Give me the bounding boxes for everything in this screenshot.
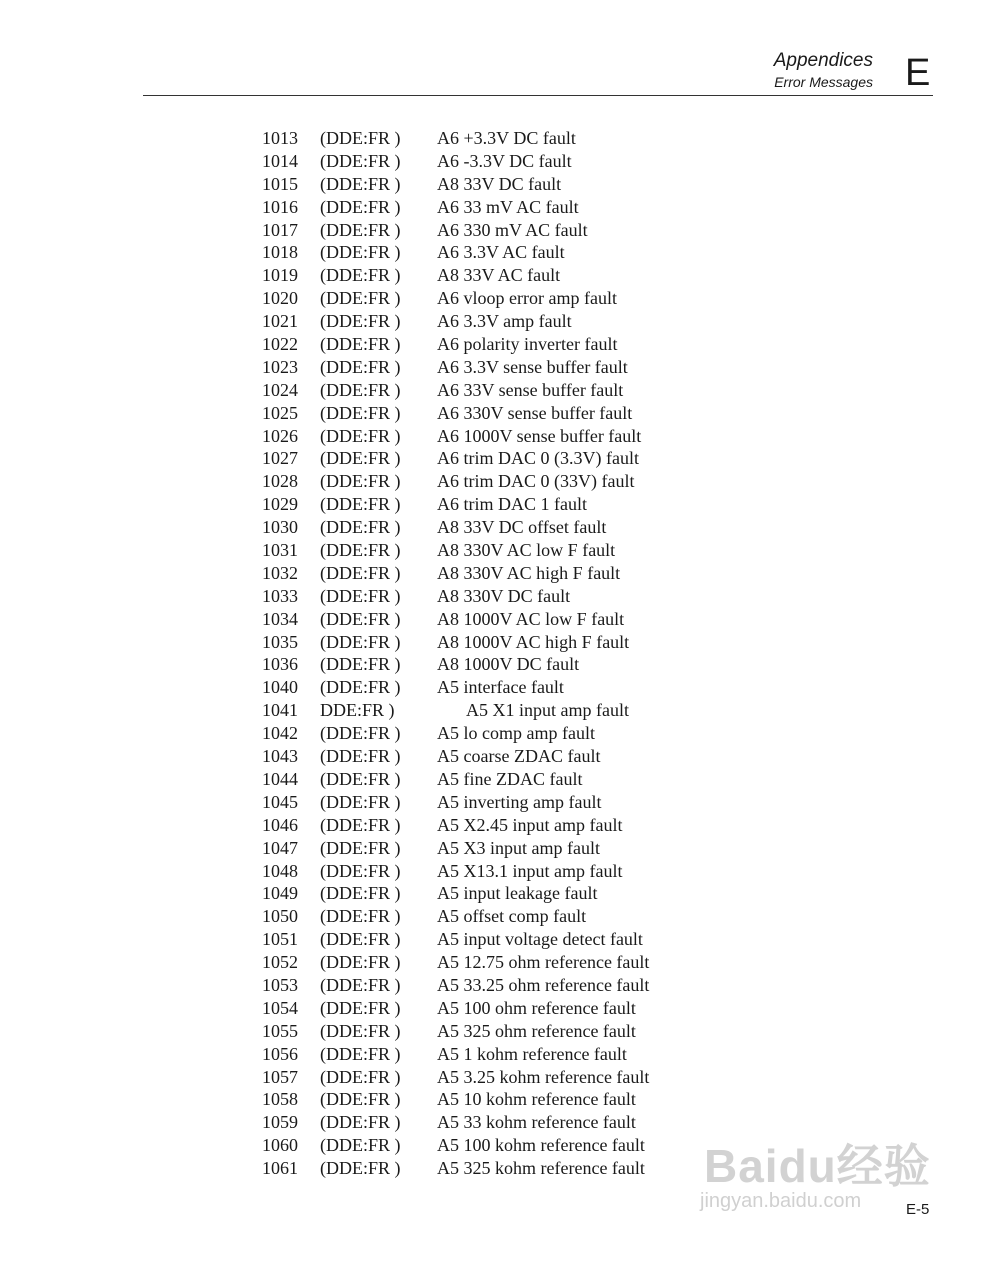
error-code: 1048 [262,860,298,881]
error-description: A6 3.3V amp fault [437,311,572,332]
error-code: 1040 [262,677,298,698]
error-type: (DDE:FR ) [320,814,401,835]
error-code: 1051 [262,929,298,950]
error-row [262,837,702,860]
error-row [262,150,702,173]
error-row [262,882,702,905]
error-message-list [262,127,702,1180]
error-row [262,219,702,242]
error-code: 1043 [262,746,298,767]
error-type: (DDE:FR ) [320,448,401,469]
error-description: A8 33V DC offset fault [437,517,607,538]
header-subtitle: Error Messages [774,74,873,90]
error-row [262,562,702,585]
error-code: 1059 [262,1112,298,1133]
error-type: (DDE:FR ) [320,860,401,881]
error-code: 1013 [262,128,298,148]
error-type: (DDE:FR ) [320,1020,401,1041]
error-row [262,127,702,150]
error-code: 1024 [262,379,298,400]
error-code: 1029 [262,494,298,515]
error-row [262,974,702,997]
error-type: (DDE:FR ) [320,379,401,400]
header-divider [143,95,933,96]
error-type: (DDE:FR ) [320,356,401,377]
error-row [262,791,702,814]
error-code: 1027 [262,448,298,469]
error-type: (DDE:FR ) [320,219,401,240]
error-type: (DDE:FR ) [320,929,401,950]
error-row [262,699,702,722]
error-code: 1017 [262,219,298,240]
error-row [262,425,702,448]
error-description: A5 lo comp amp fault [437,723,595,744]
error-code: 1021 [262,311,298,332]
error-type: (DDE:FR ) [320,974,401,995]
error-type: (DDE:FR ) [320,311,401,332]
error-code: 1057 [262,1066,298,1087]
error-code: 1060 [262,1135,298,1156]
error-code: 1045 [262,791,298,812]
error-type: (DDE:FR ) [320,540,401,561]
error-code: 1035 [262,631,298,652]
error-description: A8 330V AC low F fault [437,540,616,561]
error-row [262,402,702,425]
error-description: A8 1000V DC fault [437,654,580,675]
error-type: (DDE:FR ) [320,677,401,698]
error-row [262,310,702,333]
error-description: A5 33 kohm reference fault [437,1112,636,1133]
error-row [262,1157,702,1180]
error-code: 1056 [262,1043,298,1064]
error-code: 1030 [262,517,298,538]
error-row [262,173,702,196]
error-description: A6 trim DAC 0 (33V) fault [437,471,635,492]
error-description: A5 10 kohm reference fault [437,1089,636,1110]
error-row [262,1043,702,1066]
error-description: A6 1000V sense buffer fault [437,425,642,446]
error-description: A8 33V DC fault [437,173,562,194]
error-code: 1014 [262,150,298,171]
error-description: A5 100 ohm reference fault [437,997,636,1018]
error-code: 1053 [262,974,298,995]
error-type: (DDE:FR ) [320,723,401,744]
error-type: (DDE:FR ) [320,128,401,148]
error-row [262,585,702,608]
error-row [262,1066,702,1089]
error-code: 1049 [262,883,298,904]
error-type: (DDE:FR ) [320,631,401,652]
error-code: 1050 [262,906,298,927]
error-code: 1047 [262,837,298,858]
error-code: 1019 [262,265,298,286]
error-code: 1052 [262,952,298,973]
error-description: A5 33.25 ohm reference fault [437,974,650,995]
error-row [262,928,702,951]
error-code: 1020 [262,288,298,309]
error-type: (DDE:FR ) [320,265,401,286]
watermark-url: jingyan.baidu.com [700,1190,862,1212]
error-type: (DDE:FR ) [320,1135,401,1156]
error-row [262,951,702,974]
error-row [262,745,702,768]
error-description: A5 X13.1 input amp fault [437,860,623,881]
error-code: 1016 [262,196,298,217]
error-description: A8 330V AC high F fault [437,562,621,583]
error-description: A6 3.3V sense buffer fault [437,356,628,377]
error-type: (DDE:FR ) [320,746,401,767]
header-title: Appendices [773,50,873,71]
error-row [262,539,702,562]
error-description: A5 X1 input amp fault [466,700,629,721]
error-row [262,860,702,883]
watermark-logo: Baidu经验 [704,1140,931,1192]
error-type: (DDE:FR ) [320,768,401,789]
error-type: (DDE:FR ) [320,288,401,309]
error-row [262,1134,702,1157]
error-type: (DDE:FR ) [320,1112,401,1133]
error-row [262,287,702,310]
error-type: (DDE:FR ) [320,585,401,606]
error-row [262,356,702,379]
error-row [262,470,702,493]
error-description: A5 input leakage fault [437,883,598,904]
error-type: (DDE:FR ) [320,1158,401,1179]
error-description: A6 -3.3V DC fault [437,150,572,171]
error-description: A6 trim DAC 0 (3.3V) fault [437,448,639,469]
error-type: (DDE:FR ) [320,494,401,515]
error-description: A5 inverting amp fault [437,791,602,812]
error-row [262,196,702,219]
error-row [262,631,702,654]
error-row [262,1020,702,1043]
error-description: A5 325 kohm reference fault [437,1158,645,1179]
error-type: (DDE:FR ) [320,1043,401,1064]
error-description: A6 330 mV AC fault [437,219,588,240]
error-code: 1022 [262,334,298,355]
error-description: A6 33 mV AC fault [437,196,579,217]
error-type: (DDE:FR ) [320,562,401,583]
error-row [262,333,702,356]
error-description: A5 interface fault [437,677,564,698]
error-code: 1023 [262,356,298,377]
error-code: 1046 [262,814,298,835]
error-type: (DDE:FR ) [320,471,401,492]
error-code: 1058 [262,1089,298,1110]
error-code: 1028 [262,471,298,492]
error-description: A5 3.25 kohm reference fault [437,1066,650,1087]
error-row [262,264,702,287]
error-type: (DDE:FR ) [320,837,401,858]
error-description: A5 offset comp fault [437,906,587,927]
error-description: A6 polarity inverter fault [437,334,618,355]
error-code: 1026 [262,425,298,446]
error-row [262,676,702,699]
error-code: 1042 [262,723,298,744]
error-description: A8 1000V AC high F fault [437,631,630,652]
error-description: A6 3.3V AC fault [437,242,565,263]
error-type: (DDE:FR ) [320,425,401,446]
error-description: A5 12.75 ohm reference fault [437,952,650,973]
error-row [262,814,702,837]
error-description: A5 input voltage detect fault [437,929,643,950]
error-code: 1044 [262,768,298,789]
error-type: (DDE:FR ) [320,608,401,629]
error-type: (DDE:FR ) [320,173,401,194]
error-description: A6 vloop error amp fault [437,288,617,309]
error-type: (DDE:FR ) [320,654,401,675]
error-row [262,379,702,402]
error-type: (DDE:FR ) [320,517,401,538]
error-code: 1025 [262,402,298,423]
error-row [262,1088,702,1111]
error-row [262,997,702,1020]
watermark [700,1130,940,1230]
error-code: 1018 [262,242,298,263]
error-type: (DDE:FR ) [320,906,401,927]
error-description: A5 fine ZDAC fault [437,768,583,789]
error-type: (DDE:FR ) [320,997,401,1018]
error-description: A5 X3 input amp fault [437,837,600,858]
error-row [262,493,702,516]
error-row [262,447,702,470]
error-type: (DDE:FR ) [320,1066,401,1087]
section-letter: E [905,52,931,94]
error-type: (DDE:FR ) [320,150,401,171]
error-row [262,1111,702,1134]
error-type: (DDE:FR ) [320,242,401,263]
error-description: A6 33V sense buffer fault [437,379,624,400]
error-description: A5 X2.45 input amp fault [437,814,623,835]
running-header [774,50,873,92]
error-code: 1031 [262,540,298,561]
error-description: A6 330V sense buffer fault [437,402,633,423]
page-number: E-5 [906,1201,930,1218]
error-description: A5 325 ohm reference fault [437,1020,636,1041]
error-description: A8 33V AC fault [437,265,561,286]
error-code: 1034 [262,608,298,629]
error-code: 1061 [262,1158,298,1179]
error-type: (DDE:FR ) [320,791,401,812]
error-description: A6 +3.3V DC fault [437,128,576,148]
error-type: (DDE:FR ) [320,196,401,217]
error-type: (DDE:FR ) [320,1089,401,1110]
error-row [262,653,702,676]
error-code: 1041 [262,700,298,721]
error-row [262,768,702,791]
error-row [262,516,702,539]
error-code: 1054 [262,997,298,1018]
error-row [262,905,702,928]
error-description: A5 coarse ZDAC fault [437,746,601,767]
error-description: A8 1000V AC low F fault [437,608,625,629]
error-type: (DDE:FR ) [320,334,401,355]
error-type: (DDE:FR ) [320,952,401,973]
error-code: 1036 [262,654,298,675]
error-code: 1055 [262,1020,298,1041]
error-row [262,608,702,631]
error-code: 1032 [262,562,298,583]
error-row [262,722,702,745]
error-description: A5 1 kohm reference fault [437,1043,627,1064]
error-type: (DDE:FR ) [320,883,401,904]
error-description: A5 100 kohm reference fault [437,1135,645,1156]
error-type: (DDE:FR ) [320,402,401,423]
error-code: 1015 [262,173,298,194]
error-code: 1033 [262,585,298,606]
error-type: DDE:FR ) [320,700,395,721]
error-description: A6 trim DAC 1 fault [437,494,587,515]
error-description: A8 330V DC fault [437,585,571,606]
error-row [262,241,702,264]
